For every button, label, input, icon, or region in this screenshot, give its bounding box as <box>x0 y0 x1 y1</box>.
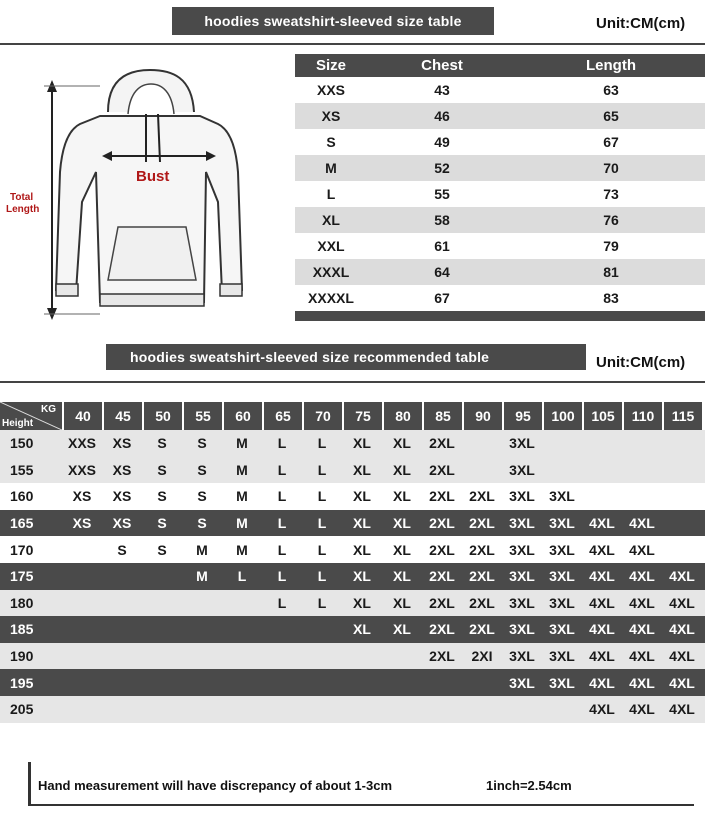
recommend-size-cell: XS <box>112 488 132 505</box>
size-table-unit: Unit:CM(cm) <box>596 15 686 32</box>
weight-header: 40 <box>64 402 102 430</box>
recommend-size-cell: L <box>317 435 327 452</box>
recommend-size-cell: L <box>277 461 287 478</box>
recommend-size-cell: 3XL <box>549 488 575 505</box>
recommend-size-cell: 4XL <box>589 621 615 638</box>
length-cell: 76 <box>603 212 619 228</box>
recommend-size-cell: 2XL <box>429 568 455 585</box>
recommend-row <box>0 643 705 670</box>
size-cell: XXL <box>317 238 345 254</box>
height-cell: 160 <box>10 488 34 505</box>
weight-header: 65 <box>264 402 302 430</box>
size-table-title-banner <box>172 7 494 35</box>
recommend-size-cell: M <box>196 541 208 558</box>
recommend-size-cell: XL <box>353 435 371 452</box>
recommend-size-cell: 3XL <box>509 568 535 585</box>
recommend-size-cell: XL <box>353 594 371 611</box>
recommend-size-cell: XXS <box>67 435 96 452</box>
recommend-size-cell: 3XL <box>509 461 535 478</box>
recommend-size-cell: 4XL <box>669 701 695 718</box>
recommend-size-cell: XL <box>353 488 371 505</box>
recommend-size-cell: L <box>317 488 327 505</box>
recommend-size-cell: 4XL <box>589 594 615 611</box>
recommend-size-cell: 2XL <box>469 488 495 505</box>
chest-cell: 49 <box>434 134 450 150</box>
recommend-table <box>0 402 705 723</box>
weight-header: 60 <box>224 402 262 430</box>
recommend-size-cell: XL <box>393 594 411 611</box>
recommend-size-cell: 2XL <box>469 568 495 585</box>
recommend-size-cell: 2XL <box>429 461 455 478</box>
corner-kg: KG <box>41 404 56 415</box>
weight-header: 105 <box>584 402 622 430</box>
recommend-size-cell: 3XL <box>549 515 575 532</box>
weight-header: 45 <box>104 402 142 430</box>
recommend-size-cell: 4XL <box>589 701 615 718</box>
col-header-length: Length <box>586 57 636 74</box>
recommend-size-cell: XL <box>353 541 371 558</box>
recommend-size-cell: S <box>197 435 207 452</box>
size-row <box>295 77 705 103</box>
recommend-size-cell: L <box>277 488 287 505</box>
recommend-row <box>0 457 705 484</box>
chest-cell: 43 <box>434 82 450 98</box>
recommend-size-cell: 2XL <box>429 515 455 532</box>
recommend-size-cell: S <box>197 461 207 478</box>
recommend-size-cell: XL <box>353 461 371 478</box>
weight-header: 50 <box>144 402 182 430</box>
size-row <box>295 285 705 311</box>
recommend-size-cell: 2XL <box>469 515 495 532</box>
recommend-size-cell: S <box>197 515 207 532</box>
size-row <box>295 181 705 207</box>
recommend-size-cell: 4XL <box>589 568 615 585</box>
recommend-size-cell: 4XL <box>629 594 655 611</box>
inch-conversion: 1inch=2.54cm <box>486 778 572 793</box>
recommend-size-cell: XS <box>112 435 132 452</box>
recommend-size-cell: 3XL <box>549 568 575 585</box>
recommend-size-cell: 4XL <box>669 674 695 691</box>
recommend-size-cell: XS <box>72 488 92 505</box>
recommend-row <box>0 483 705 510</box>
weight-header: 90 <box>464 402 502 430</box>
size-chart-body <box>295 77 705 311</box>
chest-cell: 64 <box>434 264 450 280</box>
recommend-row <box>0 510 705 537</box>
recommend-size-cell: XL <box>393 621 411 638</box>
length-cell: 73 <box>603 186 619 202</box>
recommend-size-cell: 3XL <box>549 541 575 558</box>
size-row <box>295 259 705 285</box>
weight-header: 55 <box>184 402 222 430</box>
height-cell: 175 <box>10 568 34 585</box>
recommend-size-cell: 2XL <box>429 541 455 558</box>
size-chart-table <box>295 54 705 321</box>
weight-header: 70 <box>304 402 342 430</box>
recommend-size-cell: M <box>196 568 208 585</box>
size-row <box>295 207 705 233</box>
recommend-row <box>0 536 705 563</box>
chest-cell: 55 <box>434 186 450 202</box>
size-row <box>295 233 705 259</box>
recommend-size-cell: XS <box>112 515 132 532</box>
recommend-body <box>0 430 705 723</box>
recommend-size-cell: XL <box>393 568 411 585</box>
recommend-size-cell: XS <box>72 515 92 532</box>
total-length-label-line1: Total <box>10 192 34 203</box>
recommend-size-cell: XL <box>393 461 411 478</box>
recommend-size-cell: L <box>317 461 327 478</box>
recommend-size-cell: S <box>117 541 127 558</box>
size-chart-footer-bar <box>295 311 705 321</box>
recommend-size-cell: 3XL <box>549 674 575 691</box>
recommend-size-cell: XS <box>112 461 132 478</box>
recommend-size-cell: 4XL <box>669 568 695 585</box>
col-header-size: Size <box>315 57 346 74</box>
recommend-size-cell: 4XL <box>589 515 615 532</box>
recommend-size-cell: L <box>317 515 327 532</box>
total-length-label-line2: Length <box>6 204 40 215</box>
weight-header: 110 <box>624 402 662 430</box>
recommend-size-cell: L <box>317 594 327 611</box>
middle-divider <box>0 381 705 383</box>
footer-left-bar <box>28 762 31 806</box>
recommend-size-cell: S <box>157 488 167 505</box>
length-cell: 79 <box>603 238 619 254</box>
size-cell: XS <box>321 108 341 124</box>
height-cell: 185 <box>10 621 34 638</box>
length-cell: 83 <box>603 290 619 306</box>
recommend-size-cell: M <box>236 461 248 478</box>
recommend-row <box>0 669 705 696</box>
recommend-size-cell: 3XL <box>509 541 535 558</box>
recommend-size-cell: 3XL <box>509 674 535 691</box>
recommend-size-cell: XL <box>393 515 411 532</box>
recommend-size-cell: S <box>157 435 167 452</box>
weight-header: 80 <box>384 402 422 430</box>
size-cell: L <box>326 186 336 202</box>
recommend-size-cell: XL <box>353 568 371 585</box>
recommend-size-cell: 4XL <box>669 648 695 665</box>
recommend-size-cell: S <box>157 541 167 558</box>
height-cell: 190 <box>10 648 34 665</box>
recommend-row <box>0 616 705 643</box>
size-row <box>295 155 705 181</box>
footer-note-box <box>28 762 694 806</box>
recommend-table-title-banner <box>106 344 586 370</box>
recommend-size-cell: 4XL <box>669 621 695 638</box>
chest-cell: 46 <box>434 108 450 124</box>
weight-header: 100 <box>544 402 582 430</box>
recommend-table-title: hoodies sweatshirt-sleeved size recommended table <box>130 349 490 365</box>
recommend-size-cell: M <box>236 435 248 452</box>
recommend-table-unit: Unit:CM(cm) <box>596 354 686 371</box>
recommend-row <box>0 430 705 457</box>
size-table-title: hoodies sweatshirt-sleeved size table <box>204 13 462 29</box>
length-cell: 70 <box>603 160 619 176</box>
measurement-note: Hand measurement will have discrepancy of about 1-3cm <box>38 778 393 793</box>
recommend-size-cell: M <box>236 541 248 558</box>
hoodie-icon <box>0 52 285 332</box>
size-cell: XXXXL <box>308 290 354 306</box>
recommend-size-cell: 4XL <box>589 541 615 558</box>
recommend-size-cell: 4XL <box>629 701 655 718</box>
size-cell: XL <box>322 212 340 228</box>
recommend-size-cell: 3XL <box>509 435 535 452</box>
recommend-size-cell: 2XI <box>471 648 493 665</box>
recommend-size-cell: XL <box>393 435 411 452</box>
recommend-size-cell: M <box>236 488 248 505</box>
hoodie-diagram <box>0 52 285 332</box>
recommend-size-cell: S <box>197 488 207 505</box>
height-cell: 170 <box>10 541 34 558</box>
recommend-size-cell: 3XL <box>549 621 575 638</box>
corner-cell <box>0 402 62 430</box>
recommend-size-cell: L <box>317 541 327 558</box>
recommend-size-cell: S <box>157 515 167 532</box>
recommend-size-cell: 4XL <box>589 674 615 691</box>
recommend-size-cell: 4XL <box>629 648 655 665</box>
recommend-row <box>0 590 705 617</box>
recommend-size-cell: XL <box>393 488 411 505</box>
recommend-size-cell: 4XL <box>669 594 695 611</box>
recommend-row <box>0 563 705 590</box>
size-row <box>295 103 705 129</box>
recommend-size-cell: 4XL <box>629 568 655 585</box>
recommend-size-cell: L <box>277 541 287 558</box>
recommend-size-cell: 3XL <box>549 594 575 611</box>
recommend-size-cell: 2XL <box>429 648 455 665</box>
chest-cell: 67 <box>434 290 450 306</box>
recommend-size-cell: 2XL <box>469 541 495 558</box>
recommend-size-cell: 3XL <box>549 648 575 665</box>
weight-header: 85 <box>424 402 462 430</box>
height-cell: 155 <box>10 461 34 478</box>
recommend-size-cell: 2XL <box>429 621 455 638</box>
length-cell: 81 <box>603 264 619 280</box>
size-row <box>295 129 705 155</box>
recommend-size-cell: L <box>237 568 247 585</box>
recommend-size-cell: XL <box>393 541 411 558</box>
recommend-size-cell: L <box>277 568 287 585</box>
height-cell: 205 <box>10 701 34 718</box>
length-cell: 63 <box>603 82 619 98</box>
recommend-size-cell: 3XL <box>509 594 535 611</box>
col-header-chest: Chest <box>421 57 463 74</box>
recommend-size-cell: 4XL <box>629 621 655 638</box>
recommend-size-cell: 2XL <box>469 594 495 611</box>
top-divider <box>0 43 705 45</box>
recommend-size-cell: 3XL <box>509 648 535 665</box>
height-cell: 165 <box>10 515 34 532</box>
recommend-size-cell: 4XL <box>589 648 615 665</box>
size-cell: S <box>326 134 336 150</box>
size-cell: XXXL <box>312 264 350 280</box>
size-cell: M <box>325 160 337 176</box>
recommend-size-cell: XXS <box>67 461 96 478</box>
recommend-size-cell: 2XL <box>429 488 455 505</box>
height-cell: 150 <box>10 435 34 452</box>
recommend-size-cell: 4XL <box>629 541 655 558</box>
recommend-size-cell: 2XL <box>429 594 455 611</box>
recommend-size-cell: L <box>277 435 287 452</box>
footer-bottom-bar <box>28 804 694 806</box>
chest-cell: 52 <box>434 160 450 176</box>
recommend-row <box>0 696 705 723</box>
chest-cell: 58 <box>434 212 450 228</box>
recommend-size-cell: 4XL <box>629 515 655 532</box>
recommend-size-cell: 2XL <box>469 621 495 638</box>
recommend-size-cell: M <box>236 515 248 532</box>
recommend-size-cell: 3XL <box>509 621 535 638</box>
recommend-size-cell: L <box>277 515 287 532</box>
height-cell: 180 <box>10 594 34 611</box>
weight-header: 75 <box>344 402 382 430</box>
recommend-size-cell: 3XL <box>509 515 535 532</box>
length-cell: 65 <box>603 108 619 124</box>
recommend-size-cell: L <box>317 568 327 585</box>
recommend-size-cell: XL <box>353 621 371 638</box>
recommend-size-cell: 2XL <box>429 435 455 452</box>
recommend-size-cell: XL <box>353 515 371 532</box>
chest-cell: 61 <box>434 238 450 254</box>
recommend-size-cell: L <box>277 594 287 611</box>
recommend-size-cell: 4XL <box>629 674 655 691</box>
size-cell: XXS <box>316 82 345 98</box>
corner-height: Height <box>2 418 34 429</box>
height-cell: 195 <box>10 674 34 691</box>
length-cell: 67 <box>603 134 619 150</box>
weight-header: 95 <box>504 402 542 430</box>
recommend-header-row <box>0 402 705 430</box>
recommend-size-cell: 3XL <box>509 488 535 505</box>
size-chart-header <box>295 54 705 77</box>
weight-header: 115 <box>664 402 702 430</box>
recommend-size-cell: S <box>157 461 167 478</box>
bust-label: Bust <box>136 168 170 185</box>
